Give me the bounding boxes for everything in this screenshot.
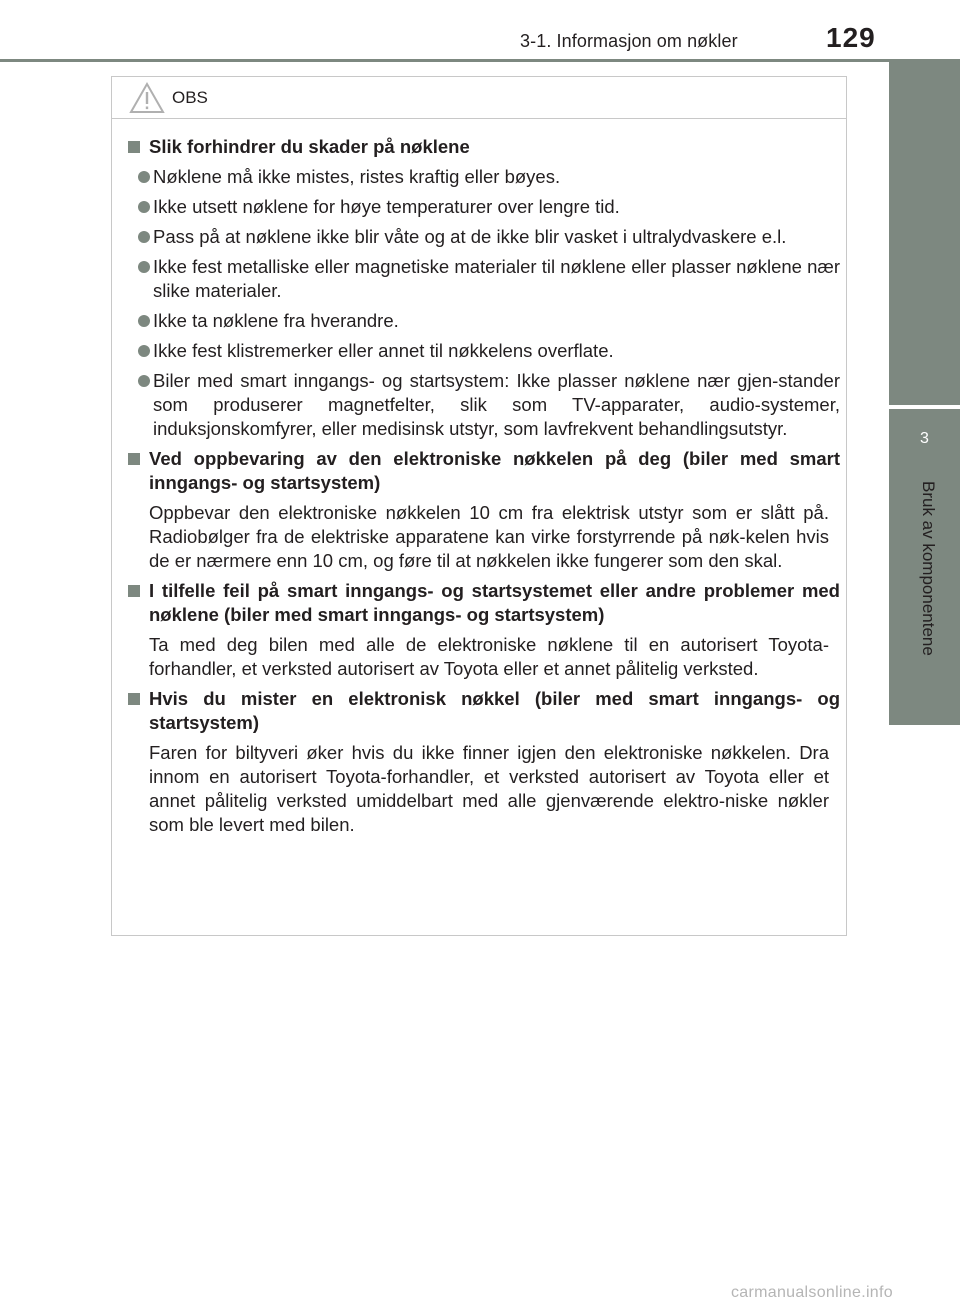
bullet-text: Ikke ta nøklene fra hverandre. [153,310,399,331]
section-paragraph: Ta med deg bilen med alle de elektroniske nøklene til en autorisert Toyota-forhandler, et verksted autorisert av Toyota eller et annet pålitelig verksted. [149,634,829,679]
section-heading-text: Slik forhindrer du skader på nøklene [149,136,470,157]
bullet-item [128,309,840,333]
bullet-text: Pass på at nøklene ikke blir våte og at de ikke blir vasket i ultralydvaskere e.l. [153,226,787,247]
side-tab-top-strip [889,62,960,405]
bullet-text: Ikke fest klistremerker eller annet til nøkkelens overflate. [153,340,614,361]
obs-title: OBS [172,88,208,107]
section-heading [128,135,840,159]
warning-triangle-icon [129,82,165,114]
section-heading [128,447,840,495]
obs-notice-box [111,76,847,936]
square-bullet-icon [128,141,140,153]
section-paragraph: Faren for biltyveri øker hvis du ikke finner igjen den elektroniske nøkkelen. Dra innom en autorisert Toyota-forhandler, et verksted autorisert av Toyota eller et annet pålitelig verksted umiddelbart med alle gjenværende elektro-niske nøkler som ble levert med bilen. [149,742,829,835]
chapter-number: 3 [920,430,929,447]
section-heading-text: Ved oppbevaring av den elektroniske nøkkelen på deg (biler med smart inngangs- og startsystem) [149,448,840,493]
obs-content [128,135,840,843]
header-rule [0,59,960,62]
bullet-item [128,165,840,189]
bullet-item [128,339,840,363]
section-heading [128,579,840,627]
bullet-item [128,369,840,441]
section-heading-text: I tilfelle feil på smart inngangs- og startsystemet eller andre problemer med nøklene (biler med smart inngangs- og startsystem) [149,580,840,625]
round-bullet-icon [138,261,150,273]
round-bullet-icon [138,201,150,213]
round-bullet-icon [138,375,150,387]
square-bullet-icon [128,585,140,597]
obs-header [112,77,846,119]
square-bullet-icon [128,693,140,705]
round-bullet-icon [138,231,150,243]
bullet-item [128,195,840,219]
round-bullet-icon [138,345,150,357]
bullet-item [128,225,840,249]
section-heading [128,687,840,735]
bullet-item [128,255,840,303]
square-bullet-icon [128,453,140,465]
chapter-label: Bruk av komponentene [919,481,938,656]
section-heading-text: Hvis du mister en elektronisk nøkkel (biler med smart inngangs- og startsystem) [149,688,840,733]
bullet-text: Ikke utsett nøklene for høye temperaturer over lengre tid. [153,196,620,217]
page-number: 129 [826,22,876,53]
bullet-text: Ikke fest metalliske eller magnetiske materialer til nøklene eller plasser nøklene nær slike materialer. [153,256,840,301]
round-bullet-icon [138,171,150,183]
chapter-side-tab [889,409,960,725]
section-paragraph: Oppbevar den elektroniske nøkkelen 10 cm fra elektrisk utstyr som er slått på. Radiobølger fra de elektriske apparatene kan virke forstyrrende på nøk-kelen hvis de er nærmere enn 10 cm, og føre til at nøkkelen ikke fungerer som den skal. [149,502,829,571]
watermark-text: carmanualsonline.info [731,1284,893,1301]
bullet-text: Biler med smart inngangs- og startsystem: Ikke plasser nøklene nær gjen-stander som produserer magnetfelter, slik som TV-apparater, audio-systemer, induksjonskomfyrer, eller medisinsk utstyr, som lavfrekvent behandlingsutstyr. [153,370,840,439]
header-section-title: 3-1. Informasjon om nøkler [520,31,738,51]
bullet-text: Nøklene må ikke mistes, ristes kraftig eller bøyes. [153,166,561,187]
round-bullet-icon [138,315,150,327]
